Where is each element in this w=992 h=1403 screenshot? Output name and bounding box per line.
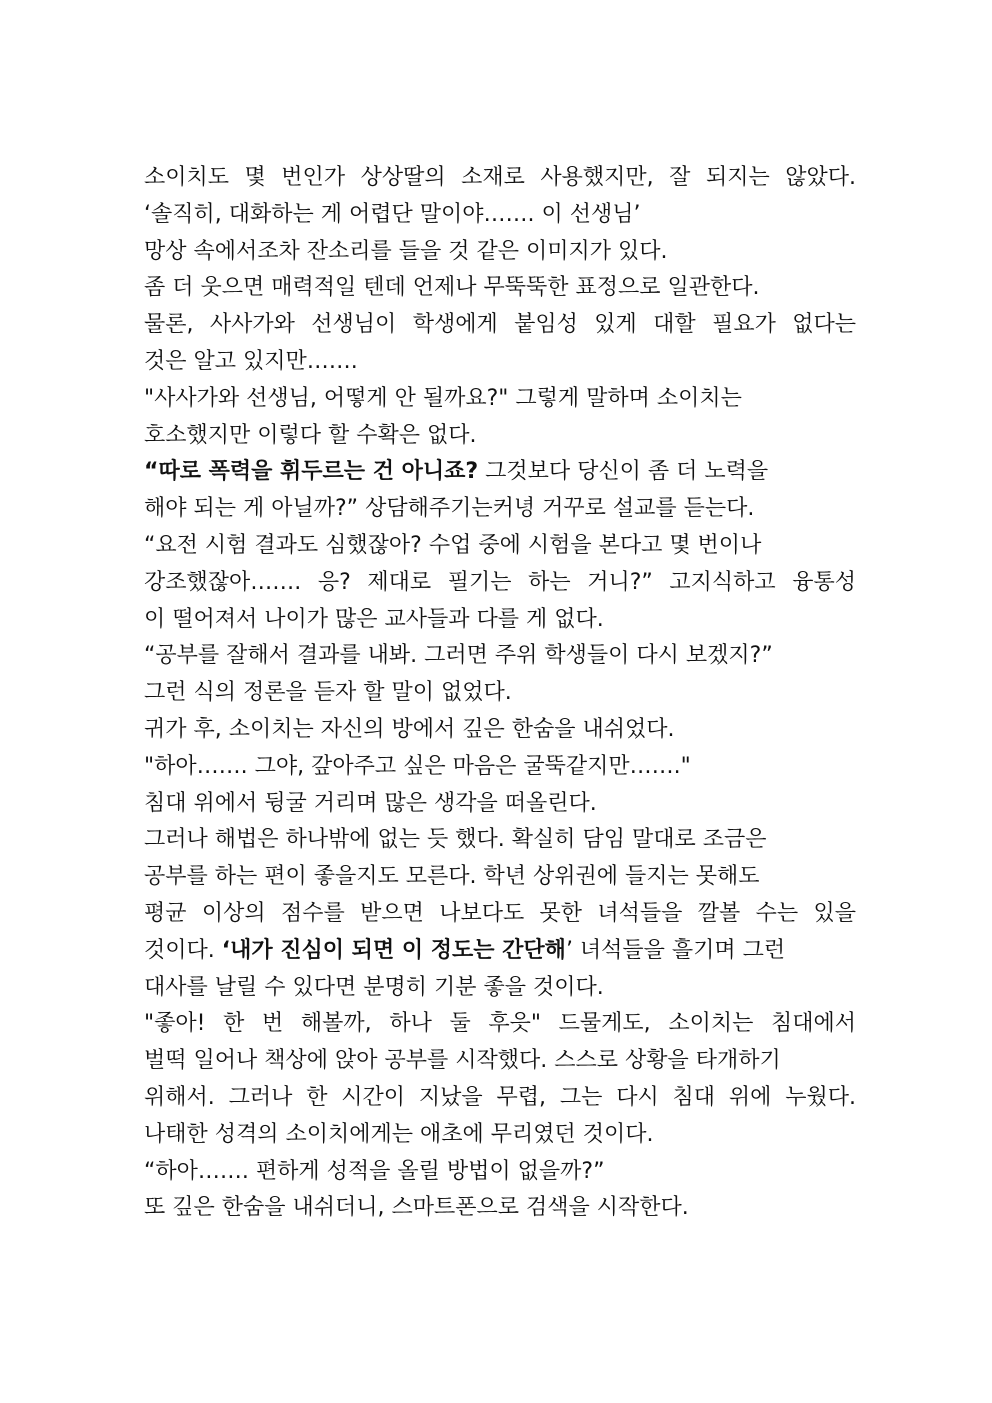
text-run: 좀 더 웃으면 매력적일 텐데 언제나 무뚝뚝한 표정으로 일관한다.: [144, 275, 760, 301]
text-run: 귀가 후, 소이치는 자신의 방에서 깊은 한숨을 내쉬었다.: [144, 716, 675, 742]
text-run: 그것보다 당신이 좀 더 노력을: [478, 459, 769, 485]
text-run: 것이다.: [144, 937, 222, 963]
text-run: 망상 속에서조차 잔소리를 들을 것 같은 이미지가 있다.: [144, 238, 668, 264]
text-line: [144, 786, 856, 823]
text-run: “요전 시험 결과도 심했잖아? 수업 중에 시험을 본다고 몇 번이나: [144, 532, 762, 558]
text-run: “공부를 잘해서 결과를 내봐. 그러면 주위 학생들이 다시 보겠지?”: [144, 643, 773, 669]
text-line: [144, 675, 856, 712]
text-run: 것은 알고 있지만…….: [144, 348, 358, 374]
text-run: ’ 녀석들을 흘기며 그런: [565, 937, 786, 963]
text-run: 벌떡 일어나 책상에 앉아 공부를 시작했다. 스스로 상황을 타개하기: [144, 1048, 781, 1074]
text-run: ‘솔직히, 대화하는 게 어렵단 말이야……. 이 선생님’: [144, 201, 641, 227]
text-line: [144, 270, 856, 307]
text-line: [144, 307, 856, 344]
text-line: [144, 160, 856, 197]
text-run: 평균 이상의 점수를 받으면 나보다도 못한 녀석들을 깔볼 수는 있을: [144, 900, 856, 926]
bold-text-run: “따로 폭력을 휘두르는 건 아니죠?: [144, 459, 479, 485]
text-run: 소이치도 몇 번인가 상상딸의 소재로 사용했지만, 잘 되지는 않았다.: [144, 165, 856, 190]
text-line: [144, 1190, 856, 1227]
text-line: [144, 234, 856, 271]
text-line: [144, 1117, 856, 1154]
text-line: [144, 1080, 856, 1117]
text-run: "하아……. 그야, 갚아주고 싶은 마음은 굴뚝같지만…….": [144, 753, 691, 779]
text-run: 위해서. 그러나 한 시간이 지났을 무렵, 그는 다시 침대 위에 누웠다.: [144, 1084, 856, 1110]
bold-text-run: ‘내가 진심이 되면 이 정도는 간단해: [221, 937, 566, 963]
text-run: 이 떨어져서 나이가 많은 교사들과 다를 게 없다.: [144, 606, 604, 632]
text-run: 나태한 성격의 소이치에게는 애초에 무리였던 것이다.: [144, 1121, 654, 1147]
text-run: 그러나 해법은 하나밖에 없는 듯 했다. 확실히 담임 말대로 조금은: [144, 827, 767, 853]
text-run: “하아……. 편하게 성적을 올릴 방법이 없을까?”: [144, 1158, 605, 1184]
text-line: [144, 454, 856, 491]
text-run: 해야 되는 게 아닐까?” 상담해주기는커녕 거꾸로 설교를 듣는다.: [144, 496, 755, 522]
text-run: 또 깊은 한숨을 내쉬더니, 스마트폰으로 검색을 시작한다.: [144, 1195, 689, 1221]
text-line: [144, 1043, 856, 1080]
text-line: [144, 859, 856, 896]
text-line: [144, 896, 856, 933]
text-line: [144, 1006, 856, 1043]
text-line: [144, 970, 856, 1007]
text-line: [144, 344, 856, 381]
text-line: [144, 822, 856, 859]
text-line: [144, 933, 856, 970]
text-run: 대사를 날릴 수 있다면 분명히 기분 좋을 것이다.: [144, 974, 604, 1000]
text-line: [144, 197, 856, 234]
text-line: [144, 418, 856, 455]
text-run: 강조했잖아……. 응? 제대로 필기는 하는 거니?” 고지식하고 융통성: [144, 569, 856, 595]
text-run: 침대 위에서 뒹굴 거리며 많은 생각을 떠올린다.: [144, 790, 597, 816]
text-line: [144, 749, 856, 786]
body-text: [144, 160, 856, 1227]
text-line: [144, 528, 856, 565]
text-line: [144, 602, 856, 639]
text-run: 공부를 하는 편이 좋을지도 모른다. 학년 상위권에 들지는 못해도: [144, 864, 760, 890]
text-run: "사사가와 선생님, 어떻게 안 될까요?" 그렇게 말하며 소이치는: [144, 385, 742, 411]
text-run: 호소했지만 이렇다 할 수확은 없다.: [144, 422, 477, 448]
text-run: "좋아! 한 번 해볼까, 하나 둘 후읏" 드물게도, 소이치는 침대에서: [144, 1011, 856, 1037]
text-run: 그런 식의 정론을 듣자 할 말이 없었다.: [144, 680, 512, 706]
text-line: [144, 638, 856, 675]
text-line: [144, 491, 856, 528]
text-line: [144, 1154, 856, 1191]
text-line: [144, 381, 856, 418]
text-run: 물론, 사사가와 선생님이 학생에게 붙임성 있게 대할 필요가 없다는: [144, 312, 856, 338]
text-line: [144, 712, 856, 749]
text-line: [144, 565, 856, 602]
